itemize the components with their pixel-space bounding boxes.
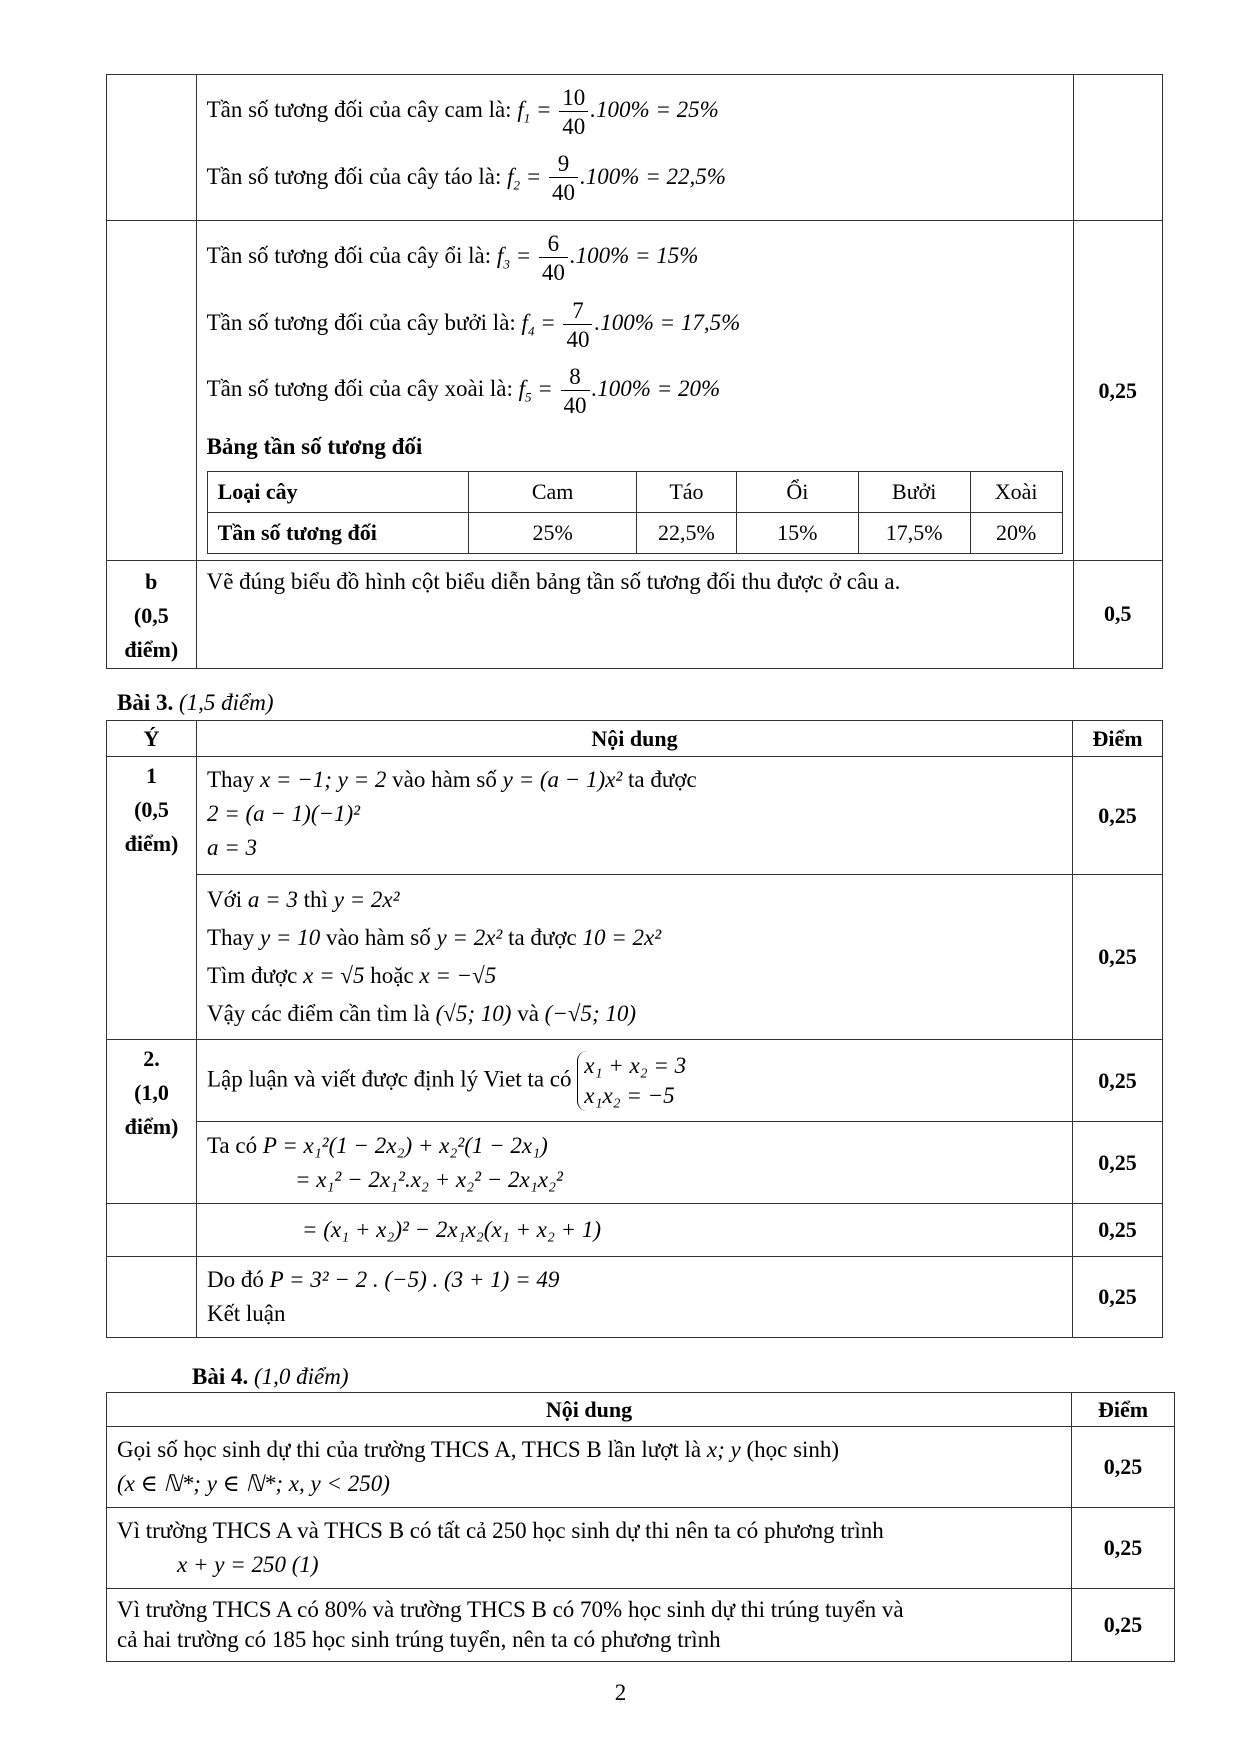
content-cell <box>196 1204 1072 1257</box>
text: Vì trường THCS A và THCS B có tất cả 250 học sinh dự thi nên ta có phương trình <box>117 1518 884 1543</box>
bai3-title-label: Bài 3. <box>117 690 174 715</box>
math: a = 3 <box>206 834 257 860</box>
header-content: Nội dung <box>107 1393 1072 1427</box>
table-row <box>107 1427 1175 1508</box>
math: x = −√5 <box>419 963 497 988</box>
text: Thay <box>206 766 255 792</box>
score-cell: 0,25 <box>1073 1257 1163 1338</box>
header-score: Điểm <box>1072 1393 1175 1427</box>
content-cell <box>107 1589 1072 1662</box>
frequency-formula-line <box>207 294 1063 361</box>
text: Với <box>206 887 243 912</box>
frequency-formula-line <box>207 227 1063 294</box>
frequency-formula-line <box>207 360 1063 427</box>
freq-table-heading: Bảng tần số tương đối <box>206 433 423 459</box>
text: cả hai trường có 185 học sinh trúng tuyển, nên ta có phương trình <box>117 1627 721 1652</box>
y-cell <box>107 560 197 668</box>
math: x = √5 <box>303 963 365 988</box>
y-cell <box>107 757 197 1040</box>
freq-header-cell: Loại cây <box>207 471 469 512</box>
table-row <box>107 875 1163 1040</box>
math: 2 = (a − 1)(−1)² <box>206 800 361 826</box>
formula-prefix: Tần số tương đối của cây xoài là: <box>206 376 513 402</box>
content-cell: Vẽ đúng biểu đồ hình cột biểu diễn bảng tần số tương đối thu được ở câu a. <box>196 560 1073 668</box>
formula-prefix: Tần số tương đối của cây bưởi là: <box>206 309 516 335</box>
content-cell <box>196 75 1073 221</box>
formula-fraction: $\frac{10}{40}$ <box>559 86 588 138</box>
table-row <box>107 757 1163 875</box>
content-cell <box>196 757 1072 875</box>
math: P = x₁²(1 − 2x₂) + x₂²(1 − 2x₁) <box>262 1132 548 1158</box>
top-answer-table <box>106 74 1163 669</box>
y-label-part: điểm) <box>124 1114 179 1139</box>
bai4-table <box>106 1392 1175 1662</box>
formula-tail: .100% = 22,5% <box>580 163 726 189</box>
text: vào hàm số <box>325 925 431 950</box>
score-cell: 0,25 <box>1073 1122 1163 1204</box>
text: Vậy các điểm cần tìm là <box>206 1001 430 1026</box>
table-row <box>107 560 1163 668</box>
math: P = 3² − 2 . (−5) . (3 + 1) = 49 <box>269 1267 560 1292</box>
score-cell: 0,5 <box>1073 560 1162 668</box>
text: ta được <box>628 766 697 792</box>
text: Kết luận <box>206 1301 286 1326</box>
formula-fraction: $\frac{9}{40}$ <box>549 152 578 204</box>
score-cell: 0,25 <box>1073 757 1163 875</box>
freq-value-cell: Tần số tương đối <box>207 512 469 553</box>
y-label-part: (1,0 <box>134 1080 169 1105</box>
formula-prefix: Tần số tương đối của cây cam là: <box>206 97 512 122</box>
y-label-part: (0,5 <box>133 602 169 628</box>
y-label-part: điểm) <box>124 636 179 662</box>
text: Do đó <box>206 1267 264 1292</box>
content-cell <box>196 1040 1072 1122</box>
score-cell: 0,25 <box>1073 875 1163 1040</box>
table-row <box>107 1204 1163 1257</box>
text: Tìm được <box>206 963 298 988</box>
text: thì <box>303 887 328 912</box>
math: 10 = 2x² <box>582 925 662 950</box>
math: x = −1; y = 2 <box>259 766 387 792</box>
table-row <box>107 1589 1175 1662</box>
formula-var: $f_5$ = <box>518 376 559 405</box>
score-cell <box>1073 75 1162 221</box>
text: vào hàm số <box>392 766 497 792</box>
math: = (x₁ + x₂)² − 2x₁x₂(x₁ + x₂ + 1) <box>301 1217 602 1242</box>
text: hoặc <box>370 963 414 988</box>
math: x + y = 250 (1) <box>177 1552 319 1577</box>
math: x₁x₂ = −5 <box>584 1082 675 1108</box>
y-label-part: (0,5 <box>134 797 169 822</box>
y-cell <box>107 221 197 561</box>
bai3-title <box>117 690 274 716</box>
bai3-points: (1,5 điểm) <box>178 690 274 715</box>
math: (x ∈ ℕ*; y ∈ ℕ*; x, y < 250) <box>117 1471 390 1496</box>
score-cell: 0,25 <box>1073 1204 1163 1257</box>
math: (−√5; 10) <box>544 1001 637 1026</box>
y-cell <box>107 75 197 221</box>
y-cell <box>107 1040 197 1204</box>
math: y = 2x² <box>436 925 503 950</box>
table-row <box>107 1122 1163 1204</box>
math: x; y <box>706 1437 741 1462</box>
freq-value-cell: 25% <box>469 512 637 553</box>
text: ta được <box>508 925 577 950</box>
math: y = 10 <box>259 925 321 950</box>
math: (√5; 10) <box>435 1001 512 1026</box>
score-cell: 0,25 <box>1072 1508 1175 1589</box>
formula-tail: .100% = 15% <box>569 243 699 269</box>
table-row <box>107 1040 1163 1122</box>
table-row <box>107 221 1163 561</box>
formula-var: $f_1$ = <box>517 97 558 126</box>
y-cell <box>107 1204 197 1257</box>
bai4-title <box>192 1364 349 1390</box>
freq-value-cell: 20% <box>970 512 1062 553</box>
content-cell <box>196 875 1072 1040</box>
viet-system <box>577 1051 686 1111</box>
text: Gọi số học sinh dự thi của trường THCS A, THCS B lần lượt là <box>117 1437 702 1462</box>
freq-value-cell: 15% <box>736 512 858 553</box>
text: Lập luận và viết được định lý Viet ta có <box>206 1065 572 1091</box>
freq-table-header-row <box>207 471 1062 512</box>
formula-tail: .100% = 25% <box>590 97 719 122</box>
y-label-part: 2. <box>143 1046 160 1071</box>
table-header-row <box>107 721 1163 757</box>
freq-header-cell: Táo <box>636 471 736 512</box>
formula-var: $f_4$ = <box>521 309 562 339</box>
freq-header-cell: Xoài <box>970 471 1062 512</box>
bai4-title-label: Bài 4. <box>192 1364 249 1389</box>
formula-prefix: Tần số tương đối của cây táo là: <box>206 163 502 189</box>
table-row <box>107 1257 1163 1338</box>
content-cell <box>107 1508 1072 1589</box>
math: y = (a − 1)x² <box>502 766 623 792</box>
frequency-formula-line <box>207 148 1063 215</box>
formula-fraction: $\frac{8}{40}$ <box>561 365 590 417</box>
bai4-points: (1,0 điểm) <box>253 1364 349 1389</box>
content-cell <box>196 1257 1072 1338</box>
y-label-part: 1 <box>145 763 157 788</box>
freq-header-cell: Ổi <box>736 471 858 512</box>
score-cell: 0,25 <box>1072 1427 1175 1508</box>
table-header-row <box>107 1393 1175 1427</box>
math: = x₁² − 2x₁².x₂ + x₂² − 2x₁x₂² <box>294 1166 563 1192</box>
page-number: 2 <box>614 1680 627 1705</box>
formula-tail: .100% = 17,5% <box>594 309 741 335</box>
bai3-table <box>106 720 1163 1338</box>
freq-value-cell: 17,5% <box>858 512 970 553</box>
formula-prefix: Tần số tương đối của cây ổi là: <box>206 243 492 269</box>
frequency-formula-line <box>207 81 1063 148</box>
y-label-part: b <box>145 568 158 594</box>
math: y = 2x² <box>333 887 400 912</box>
y-cell <box>107 1257 197 1338</box>
score-cell: 0,25 <box>1073 221 1162 561</box>
formula-var: $f_3$ = <box>496 243 537 272</box>
score-cell: 0,25 <box>1073 1040 1163 1122</box>
header-content: Nội dung <box>196 721 1072 757</box>
freq-value-cell: 22,5% <box>636 512 736 553</box>
content-cell <box>196 221 1073 561</box>
text: (học sinh) <box>746 1437 840 1462</box>
text: Thay <box>206 925 255 950</box>
math: a = 3 <box>247 887 298 912</box>
header-y: Ý <box>107 721 197 757</box>
score-cell: 0,25 <box>1072 1589 1175 1662</box>
header-score: Điểm <box>1073 721 1163 757</box>
text: và <box>517 1001 539 1026</box>
formula-fraction: $\frac{6}{40}$ <box>539 232 568 284</box>
frequency-table <box>207 471 1063 554</box>
content-cell <box>196 1122 1072 1204</box>
text: Vì trường THCS A có 80% và trường THCS B có 70% học sinh dự thi trúng tuyển và <box>117 1597 904 1622</box>
formula-var: $f_2$ = <box>507 163 548 193</box>
math: x₁ + x₂ = 3 <box>584 1052 687 1078</box>
formula-fraction: $\frac{7}{40}$ <box>563 299 592 351</box>
y-label-part: điểm) <box>124 831 179 856</box>
table-row <box>107 1508 1175 1589</box>
text: Ta có <box>206 1132 258 1158</box>
table-row <box>107 75 1163 221</box>
freq-header-cell: Cam <box>469 471 637 512</box>
freq-header-cell: Bưởi <box>858 471 970 512</box>
formula-tail: .100% = 20% <box>591 376 721 402</box>
content-cell <box>107 1427 1072 1508</box>
freq-table-value-row <box>207 512 1062 553</box>
